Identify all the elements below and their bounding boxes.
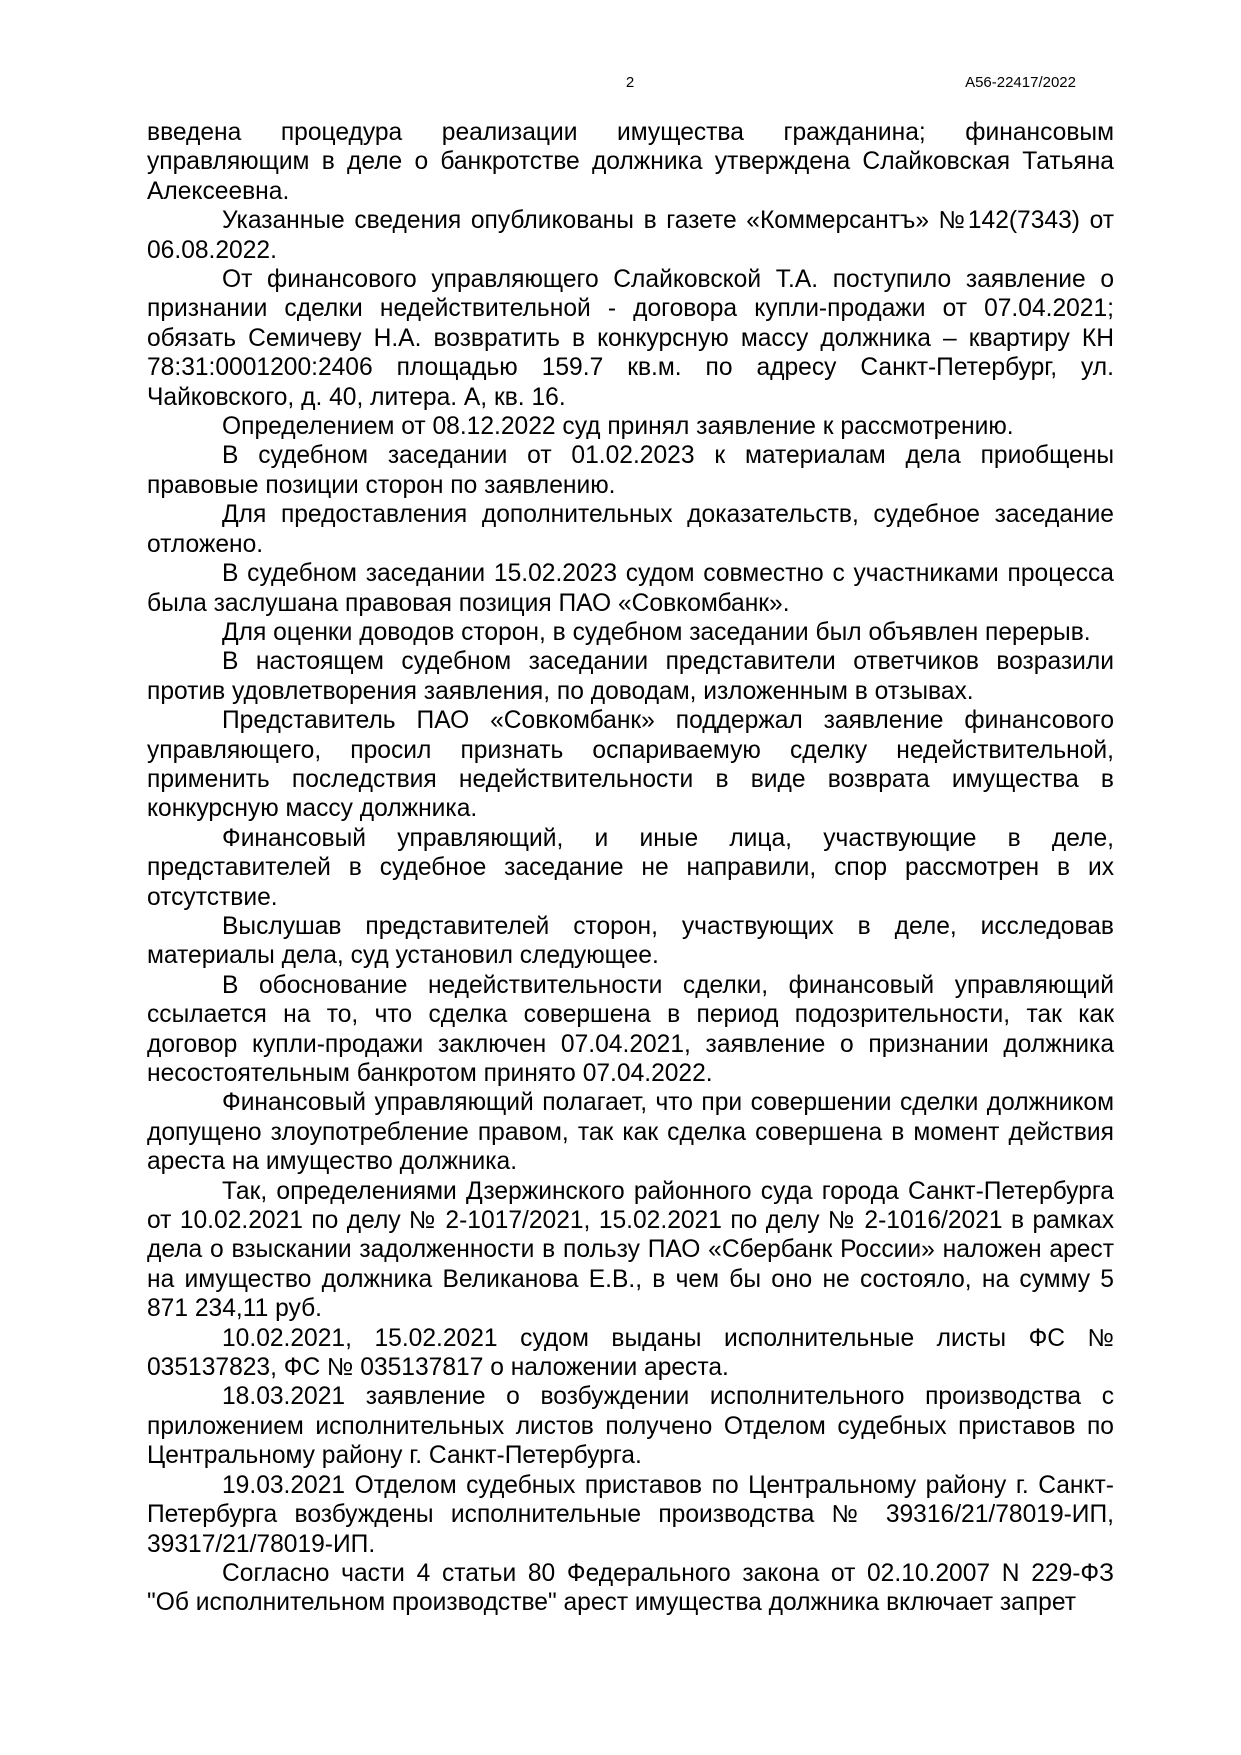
paragraph: 10.02.2021, 15.02.2021 судом выданы исполнительные листы ФС № 035137823, ФС № 035137817 о наложении ареста. [147,1324,1114,1382]
paragraph: Финансовый управляющий полагает, что при совершении сделки должником допущено злоупотребление правом, так как сделка совершена в момент действия ареста на имущество должника. [147,1089,1114,1176]
paragraph: В обоснование недействительности сделки, финансовый управляющий ссылается на то, что сделка совершена в период подозрительности, так как договор купли-продажи заключен 07.04.2021, заявление о признании должника несостоятельным банкротом принято 07.04.2022. [147,971,1114,1087]
paragraph: введена процедура реализации имущества гражданина; финансовым управляющим в деле о банкротстве должника утверждена Слайковская Татьяна Алексеевна. [147,119,1114,205]
paragraph: От финансового управляющего Слайковской Т.А. поступило заявление о признании сделки недействительной - договора купли-продажи от 07.04.2021; обязать Семичеву Н.А. возвратить в конкурсную массу должника – квартиру КН 78:31:0001200:2406 площадью 159.7 кв.м. по адресу Санкт-Петербург, ул. Чайковского, д. 40, литера. А, кв. 16. [147,266,1114,411]
paragraph: Представитель ПАО «Совкомбанк» поддержал заявление финансового управляющего, просил признать оспариваемую сделку недействительной, применить последствия недействительности в виде возврата имущества в конкурсную массу должника. [147,707,1114,823]
case-number: А56-22417/2022 [965,74,1076,91]
paragraph: Согласно части 4 статьи 80 Федерального закона от 02.10.2007 N 229-ФЗ "Об исполнительном производстве" арест имущества должника включает запрет [147,1559,1114,1617]
document-body [147,118,1114,1618]
paragraph: В судебном заседании 15.02.2023 судом совместно с участниками процесса была заслушана правовая позиция ПАО «Совкомбанк». [147,560,1114,617]
paragraph: Для оценки доводов сторон, в судебном заседании был объявлен перерыв. [222,618,1091,646]
paragraph: 18.03.2021 заявление о возбуждении исполнительного производства с приложением исполнительных листов получено Отделом судебных приставов по Центральному району г. Санкт-Петербурга. [147,1383,1114,1470]
paragraph: Выслушав представителей сторон, участвующих в деле, исследовав материалы дела, суд установил следующее. [147,912,1114,970]
paragraph: Так, определениями Дзержинского районного суда города Санкт-Петербурга от 10.02.2021 по делу № 2-1017/2021, 15.02.2021 по делу № 2-1016/2021 в рамках дела о взыскании задолженности в пользу ПАО «Сбербанк России» наложен арест на имущество должника Великанова Е.В., в чем бы оно не состояло, на сумму 5 871 234,11 руб. [147,1177,1114,1323]
paragraph: Для предоставления дополнительных доказательств, судебное заседание отложено. [147,501,1114,558]
paragraph: Определением от 08.12.2022 суд принял заявление к рассмотрению. [222,413,1014,441]
paragraph: Указанные сведения опубликованы в газете «Коммерсантъ» №142(7343) от 06.08.2022. [147,207,1114,264]
paragraph: 19.03.2021 Отделом судебных приставов по Центральному району г. Санкт-Петербурга возбуждены исполнительные производства № 39316/21/78019-ИП, 39317/21/78019-ИП. [147,1471,1114,1558]
page-number: 2 [625,74,635,91]
paragraph: В судебном заседании от 01.02.2023 к материалам дела приобщены правовые позиции сторон по заявлению. [147,442,1114,499]
paragraph: Финансовый управляющий, и иные лица, участвующие в деле, представителей в судебное заседание не направили, спор рассмотрен в их отсутствие. [147,824,1114,911]
paragraph: В настоящем судебном заседании представители ответчиков возразили против удовлетворения заявления, по доводам, изложенным в отзывах. [147,648,1114,705]
